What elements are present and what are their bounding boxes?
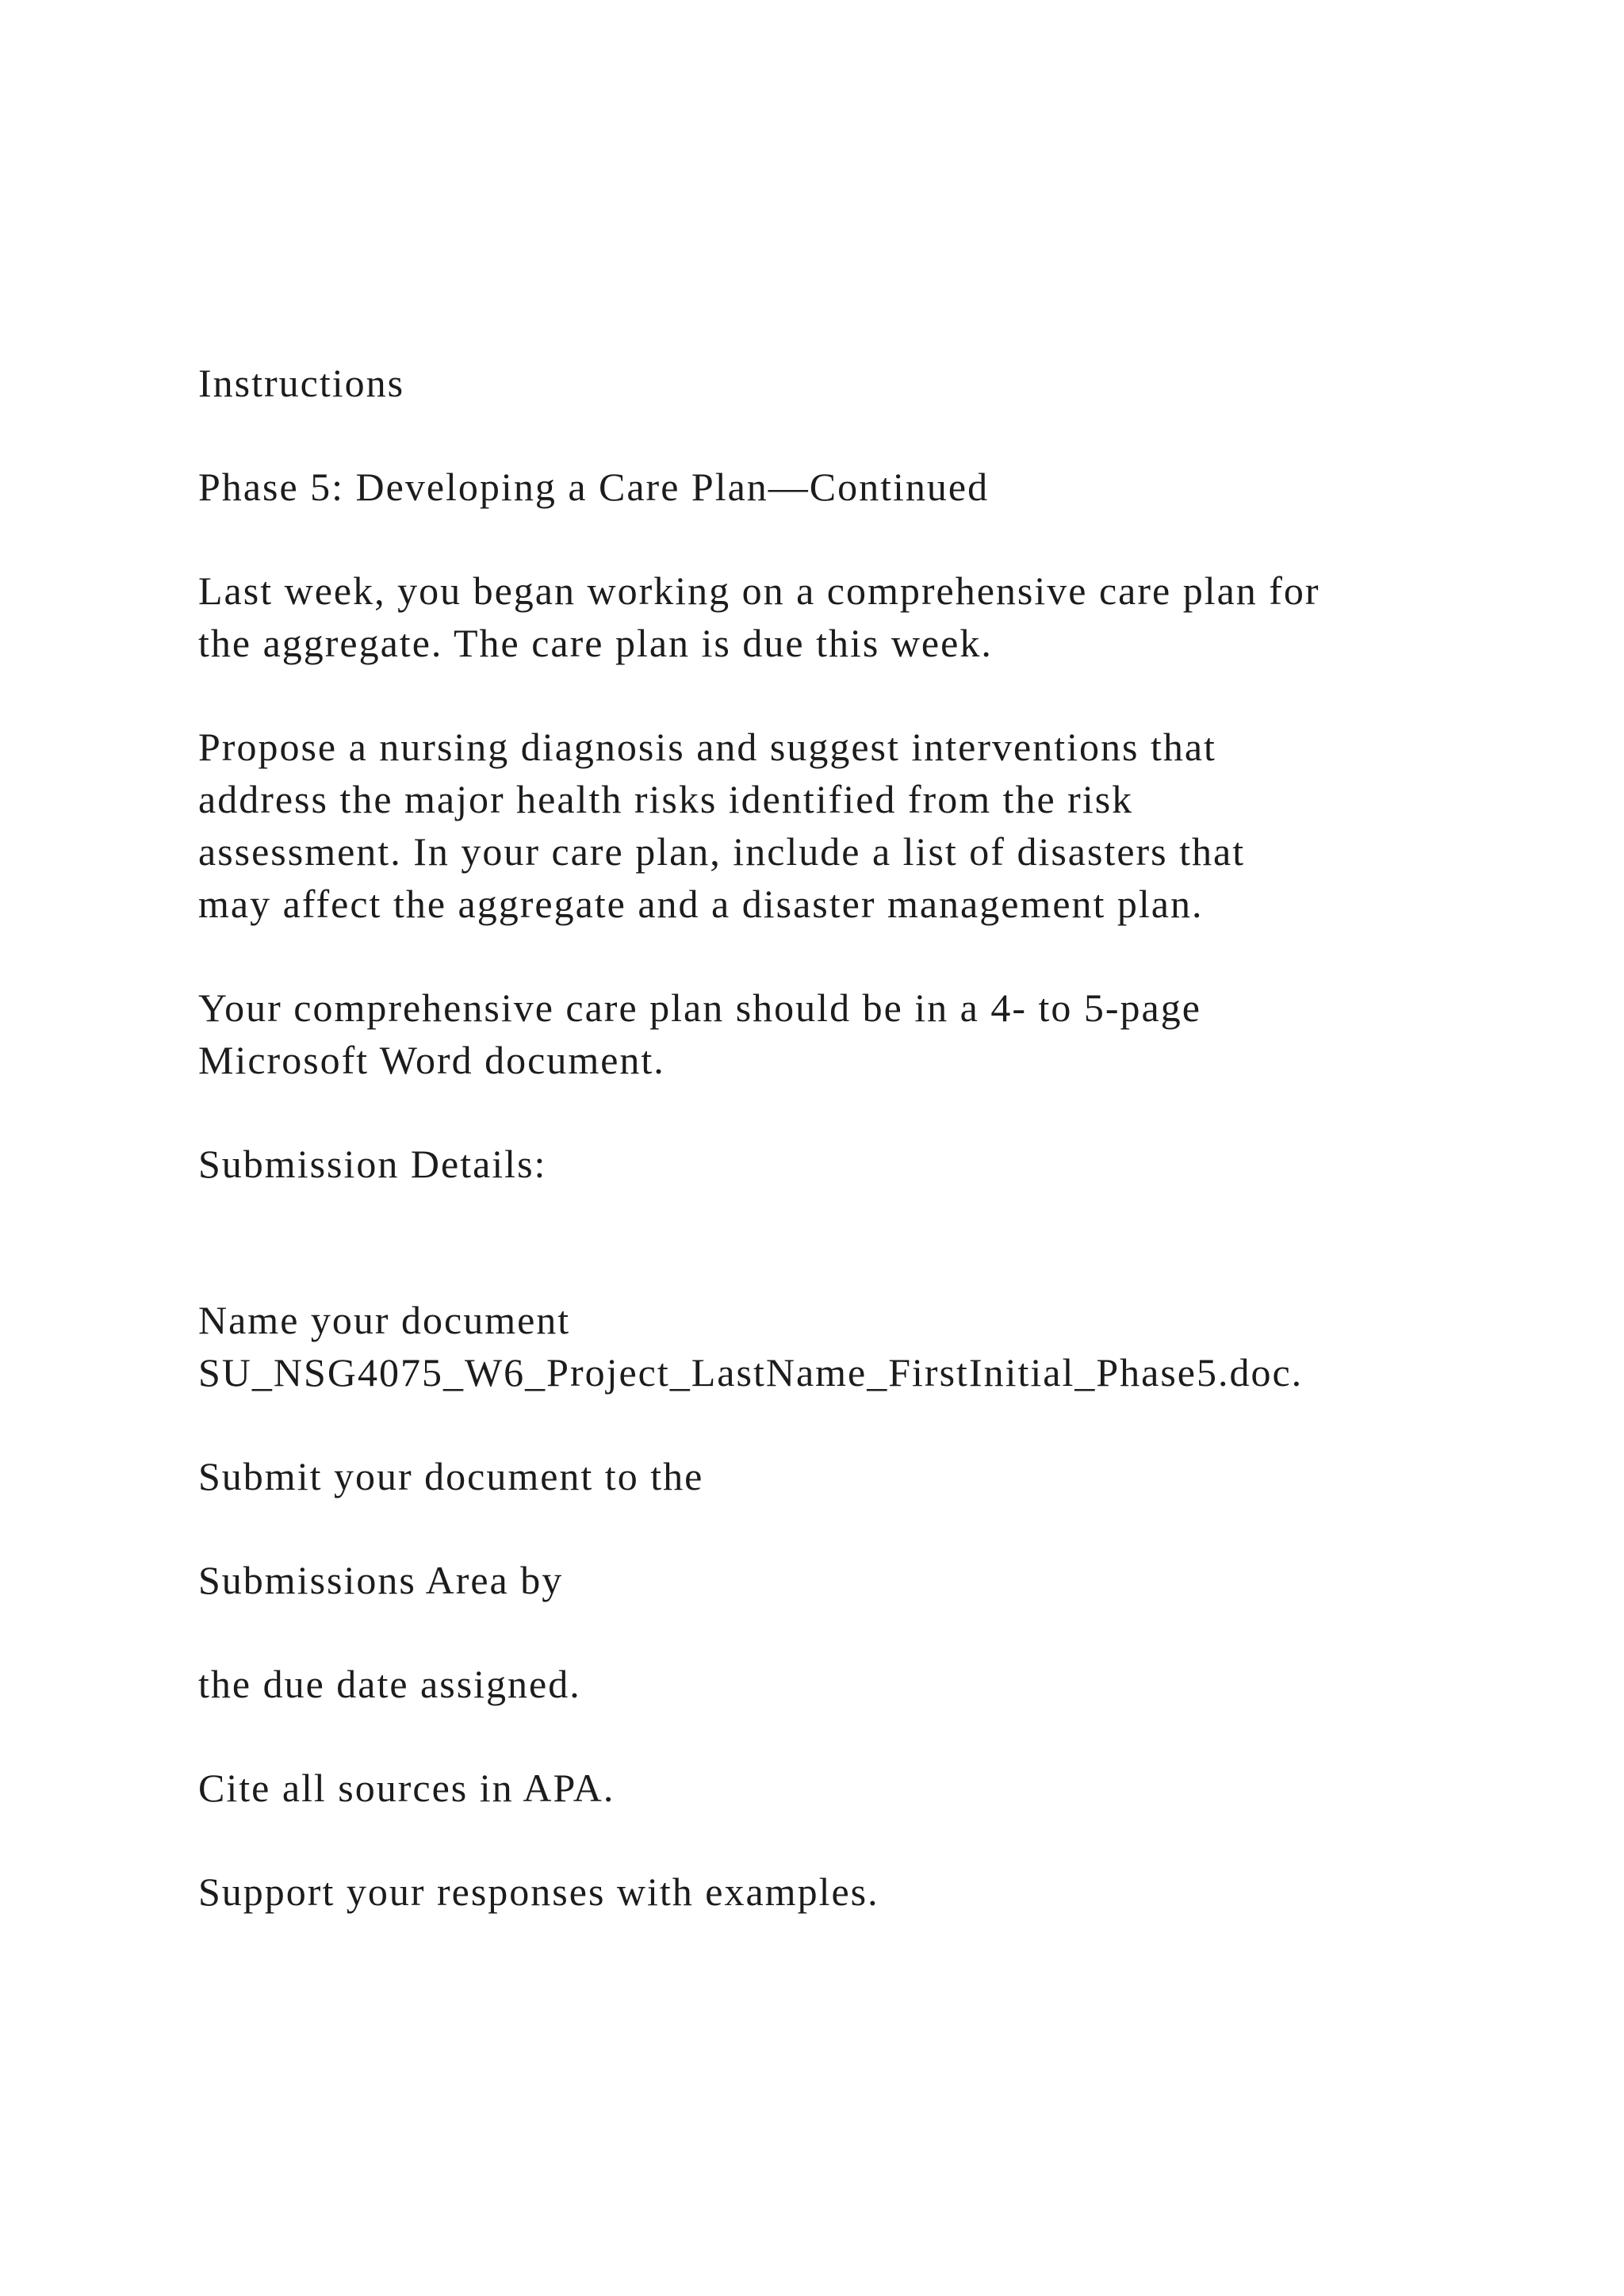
task-line-4: may affect the aggregate and a disaster management plan. xyxy=(198,882,1204,926)
file-name: SU_NSG4075_W6_Project_LastName_FirstInitial_Phase5.doc. xyxy=(198,1350,1304,1395)
cite-line: Cite all sources in APA. xyxy=(198,1766,615,1810)
name-doc-line-1: Name your document xyxy=(198,1298,571,1342)
length-line-1: Your comprehensive care plan should be in a 4- to 5-page xyxy=(198,985,1201,1030)
length-line-2: Microsoft Word document. xyxy=(198,1038,665,1082)
submit-line-2: Submissions Area by xyxy=(198,1558,564,1602)
submit-line-1: Submit your document to the xyxy=(198,1454,704,1498)
intro-line-1: Last week, you began working on a comprehensive care plan for xyxy=(198,568,1320,613)
intro-line-2: the aggregate. The care plan is due this week. xyxy=(198,621,993,665)
task-line-3: assessment. In your care plan, include a list of disasters that xyxy=(198,829,1246,874)
task-line-2: address the major health risks identified from the risk xyxy=(198,777,1134,821)
task-line-1: Propose a nursing diagnosis and suggest interventions that xyxy=(198,725,1216,769)
support-line: Support your responses with examples. xyxy=(198,1869,879,1914)
document-heading: Instructions xyxy=(198,361,405,405)
phase-title: Phase 5: Developing a Care Plan—Continued xyxy=(198,465,990,509)
submission-heading: Submission Details: xyxy=(198,1142,547,1186)
submit-line-3: the due date assigned. xyxy=(198,1662,581,1706)
